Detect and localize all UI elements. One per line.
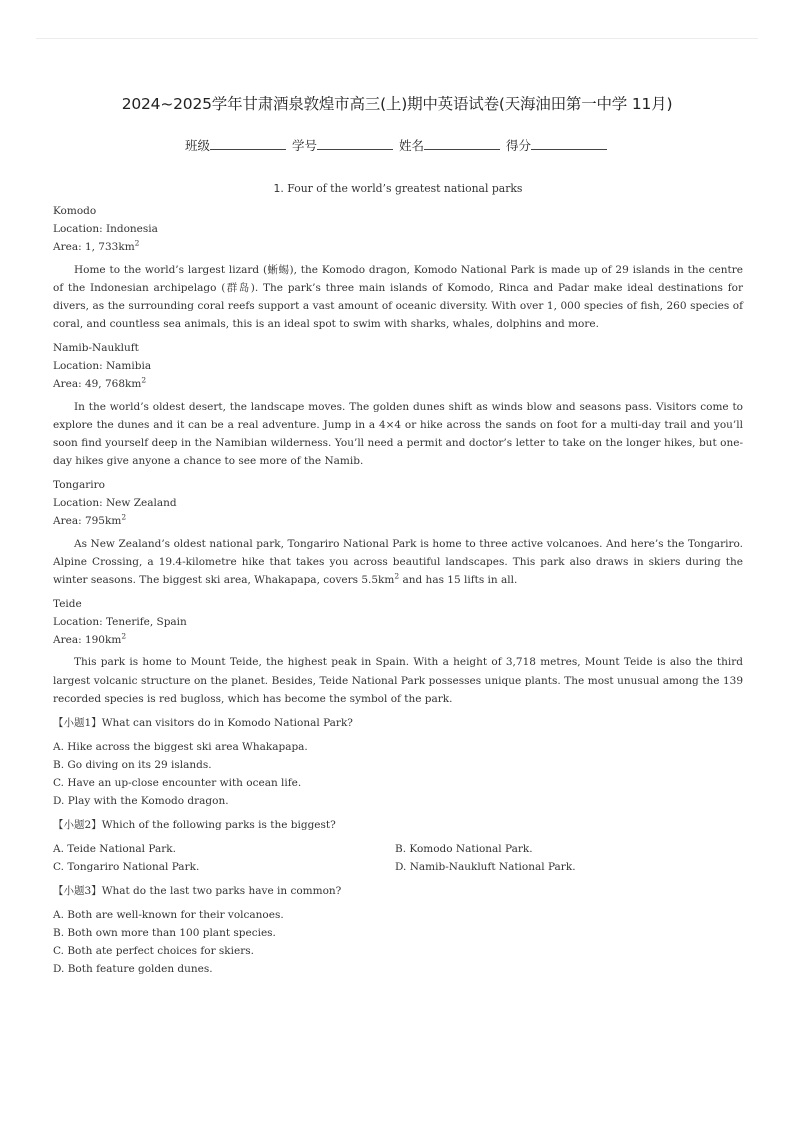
- name-blank[interactable]: [424, 137, 500, 150]
- park-tongariro: [53, 476, 743, 589]
- superscript: 2: [394, 571, 400, 581]
- park-name: Tongariro: [53, 478, 105, 491]
- park-description-part-a: As New Zealand’s oldest national park, Tongariro National Park is home to three active volcanoes. And here’s the Tongariro. Alpine Crossing, a 19.4-kilometre hike that takes you across beautiful landscapes. This park also draws in skiers during the winter seasons. The biggest ski area, Whakapapa, covers 5.5km: [53, 537, 743, 586]
- park-area: [53, 375, 743, 393]
- park-name: Teide: [53, 597, 82, 610]
- option-d[interactable]: D. Both feature golden dunes.: [53, 962, 213, 975]
- superscript: 2: [121, 631, 127, 641]
- subquestion-stem: [53, 882, 743, 900]
- park-location: Location: Namibia: [53, 360, 152, 373]
- subquestion-1: [53, 714, 743, 810]
- park-description: Home to the world’s largest lizard (蜥蜴), the Komodo dragon, Komodo National Park is made up of 29 islands in the centre of the Indonesian archipelago (群岛). The park’s three main islands of Komodo, Rinca and Padar make ideal destinations for divers, as the surrounding coral reefs support a vast amount of oceanic diversity. With over 1, 000 species of fish, 260 species of coral, and countless sea animals, this is an ideal spot to swim with sharks, whales, dolphins and more.: [53, 263, 743, 330]
- park-namib-naukluft: [53, 339, 743, 470]
- option-a[interactable]: A. Both are well-known for their volcanoes.: [53, 908, 284, 921]
- park-teide: [53, 595, 743, 708]
- option-c[interactable]: C. Both ate perfect choices for skiers.: [53, 944, 254, 957]
- subquestion-text: What can visitors do in Komodo National Park?: [101, 716, 353, 729]
- park-name: Namib-Naukluft: [53, 341, 139, 354]
- park-area-text: Area: 49, 768km: [53, 378, 142, 391]
- option-c[interactable]: C. Have an up-close encounter with ocean life.: [53, 776, 302, 789]
- subquestion-text: What do the last two parks have in common?: [101, 884, 342, 897]
- option-d[interactable]: D. Play with the Komodo dragon.: [53, 794, 229, 807]
- park-area-text: Area: 1, 733km: [53, 241, 135, 254]
- subquestion-tag: 【小题3】: [53, 884, 102, 897]
- student-info-line: [0, 136, 794, 154]
- park-area: [53, 512, 743, 530]
- park-name: Komodo: [53, 205, 97, 217]
- park-area-text: Area: 795km: [53, 515, 122, 528]
- top-divider: [36, 38, 758, 39]
- park-komodo: [53, 202, 743, 333]
- subquestion-3: [53, 882, 743, 978]
- option-c[interactable]: C. Tongariro National Park.: [53, 860, 200, 873]
- park-area-text: Area: 190km: [53, 634, 122, 647]
- park-description: This park is home to Mount Teide, the highest peak in Spain. With a height of 3,718 metres, Mount Teide is also the third largest volcanic structure on the planet. Besides, Teide National Park possesses unique plants. The most unusual among the 139 recorded species is red bugloss, which has become the symbol of the park.: [53, 656, 743, 705]
- option-list: [53, 906, 743, 978]
- option-b[interactable]: B. Both own more than 100 plant species.: [53, 926, 276, 939]
- option-b[interactable]: B. Go diving on its 29 islands.: [53, 758, 212, 771]
- question-number: 1.: [273, 182, 284, 195]
- subquestion-text: Which of the following parks is the biggest?: [101, 818, 336, 831]
- park-location: Location: Tenerife, Spain: [53, 616, 187, 629]
- option-a[interactable]: A. Teide National Park.: [53, 842, 176, 855]
- name-label: 姓名: [398, 138, 424, 153]
- park-location: Location: New Zealand: [53, 497, 177, 510]
- class-label: 班级: [184, 138, 210, 153]
- superscript: 2: [121, 512, 127, 522]
- superscript: 2: [141, 375, 147, 385]
- class-blank[interactable]: [210, 137, 286, 150]
- question-title: [53, 180, 743, 198]
- score-label: 得分: [505, 138, 531, 153]
- option-a[interactable]: A. Hike across the biggest ski area Whakapapa.: [53, 740, 308, 753]
- option-d[interactable]: D. Namib-Naukluft National Park.: [395, 860, 576, 873]
- park-area: [53, 238, 743, 256]
- park-description-part-b: and has 15 lifts in all.: [399, 573, 518, 586]
- question-content: [53, 180, 743, 984]
- park-location: Location: Indonesia: [53, 223, 158, 236]
- option-list: [53, 738, 743, 810]
- park-description: In the world’s oldest desert, the landscape moves. The golden dunes shift as winds blow and seasons pass. Visitors come to explore the dunes and it can be a real adventure. Jump in a 4×4 or hike across the sands on foot for a multi-day trail and you’ll soon find yourself deep in the Namibian wilderness. You’ll need a permit and doctor’s letter to take on the longer hikes, but one-day hikes give anyone a chance to see more of the Namib.: [53, 400, 743, 467]
- question-title-text: Four of the world’s greatest national parks: [287, 182, 523, 195]
- student-id-label: 学号: [291, 138, 317, 153]
- student-id-blank[interactable]: [317, 137, 393, 150]
- exam-title: 2024~2025学年甘肃酒泉敦煌市高三(上)期中英语试卷(天海油田第一中学 11月): [121, 95, 673, 113]
- option-list: [53, 840, 743, 876]
- park-area: [53, 631, 743, 649]
- option-b[interactable]: B. Komodo National Park.: [395, 842, 533, 855]
- park-description: [53, 535, 743, 589]
- subquestion-tag: 【小题1】: [53, 716, 102, 729]
- subquestion-stem: [53, 816, 743, 834]
- subquestion-tag: 【小题2】: [53, 818, 102, 831]
- score-blank[interactable]: [531, 137, 607, 150]
- subquestion-2: [53, 816, 743, 876]
- subquestion-stem: [53, 714, 743, 732]
- superscript: 2: [134, 238, 140, 248]
